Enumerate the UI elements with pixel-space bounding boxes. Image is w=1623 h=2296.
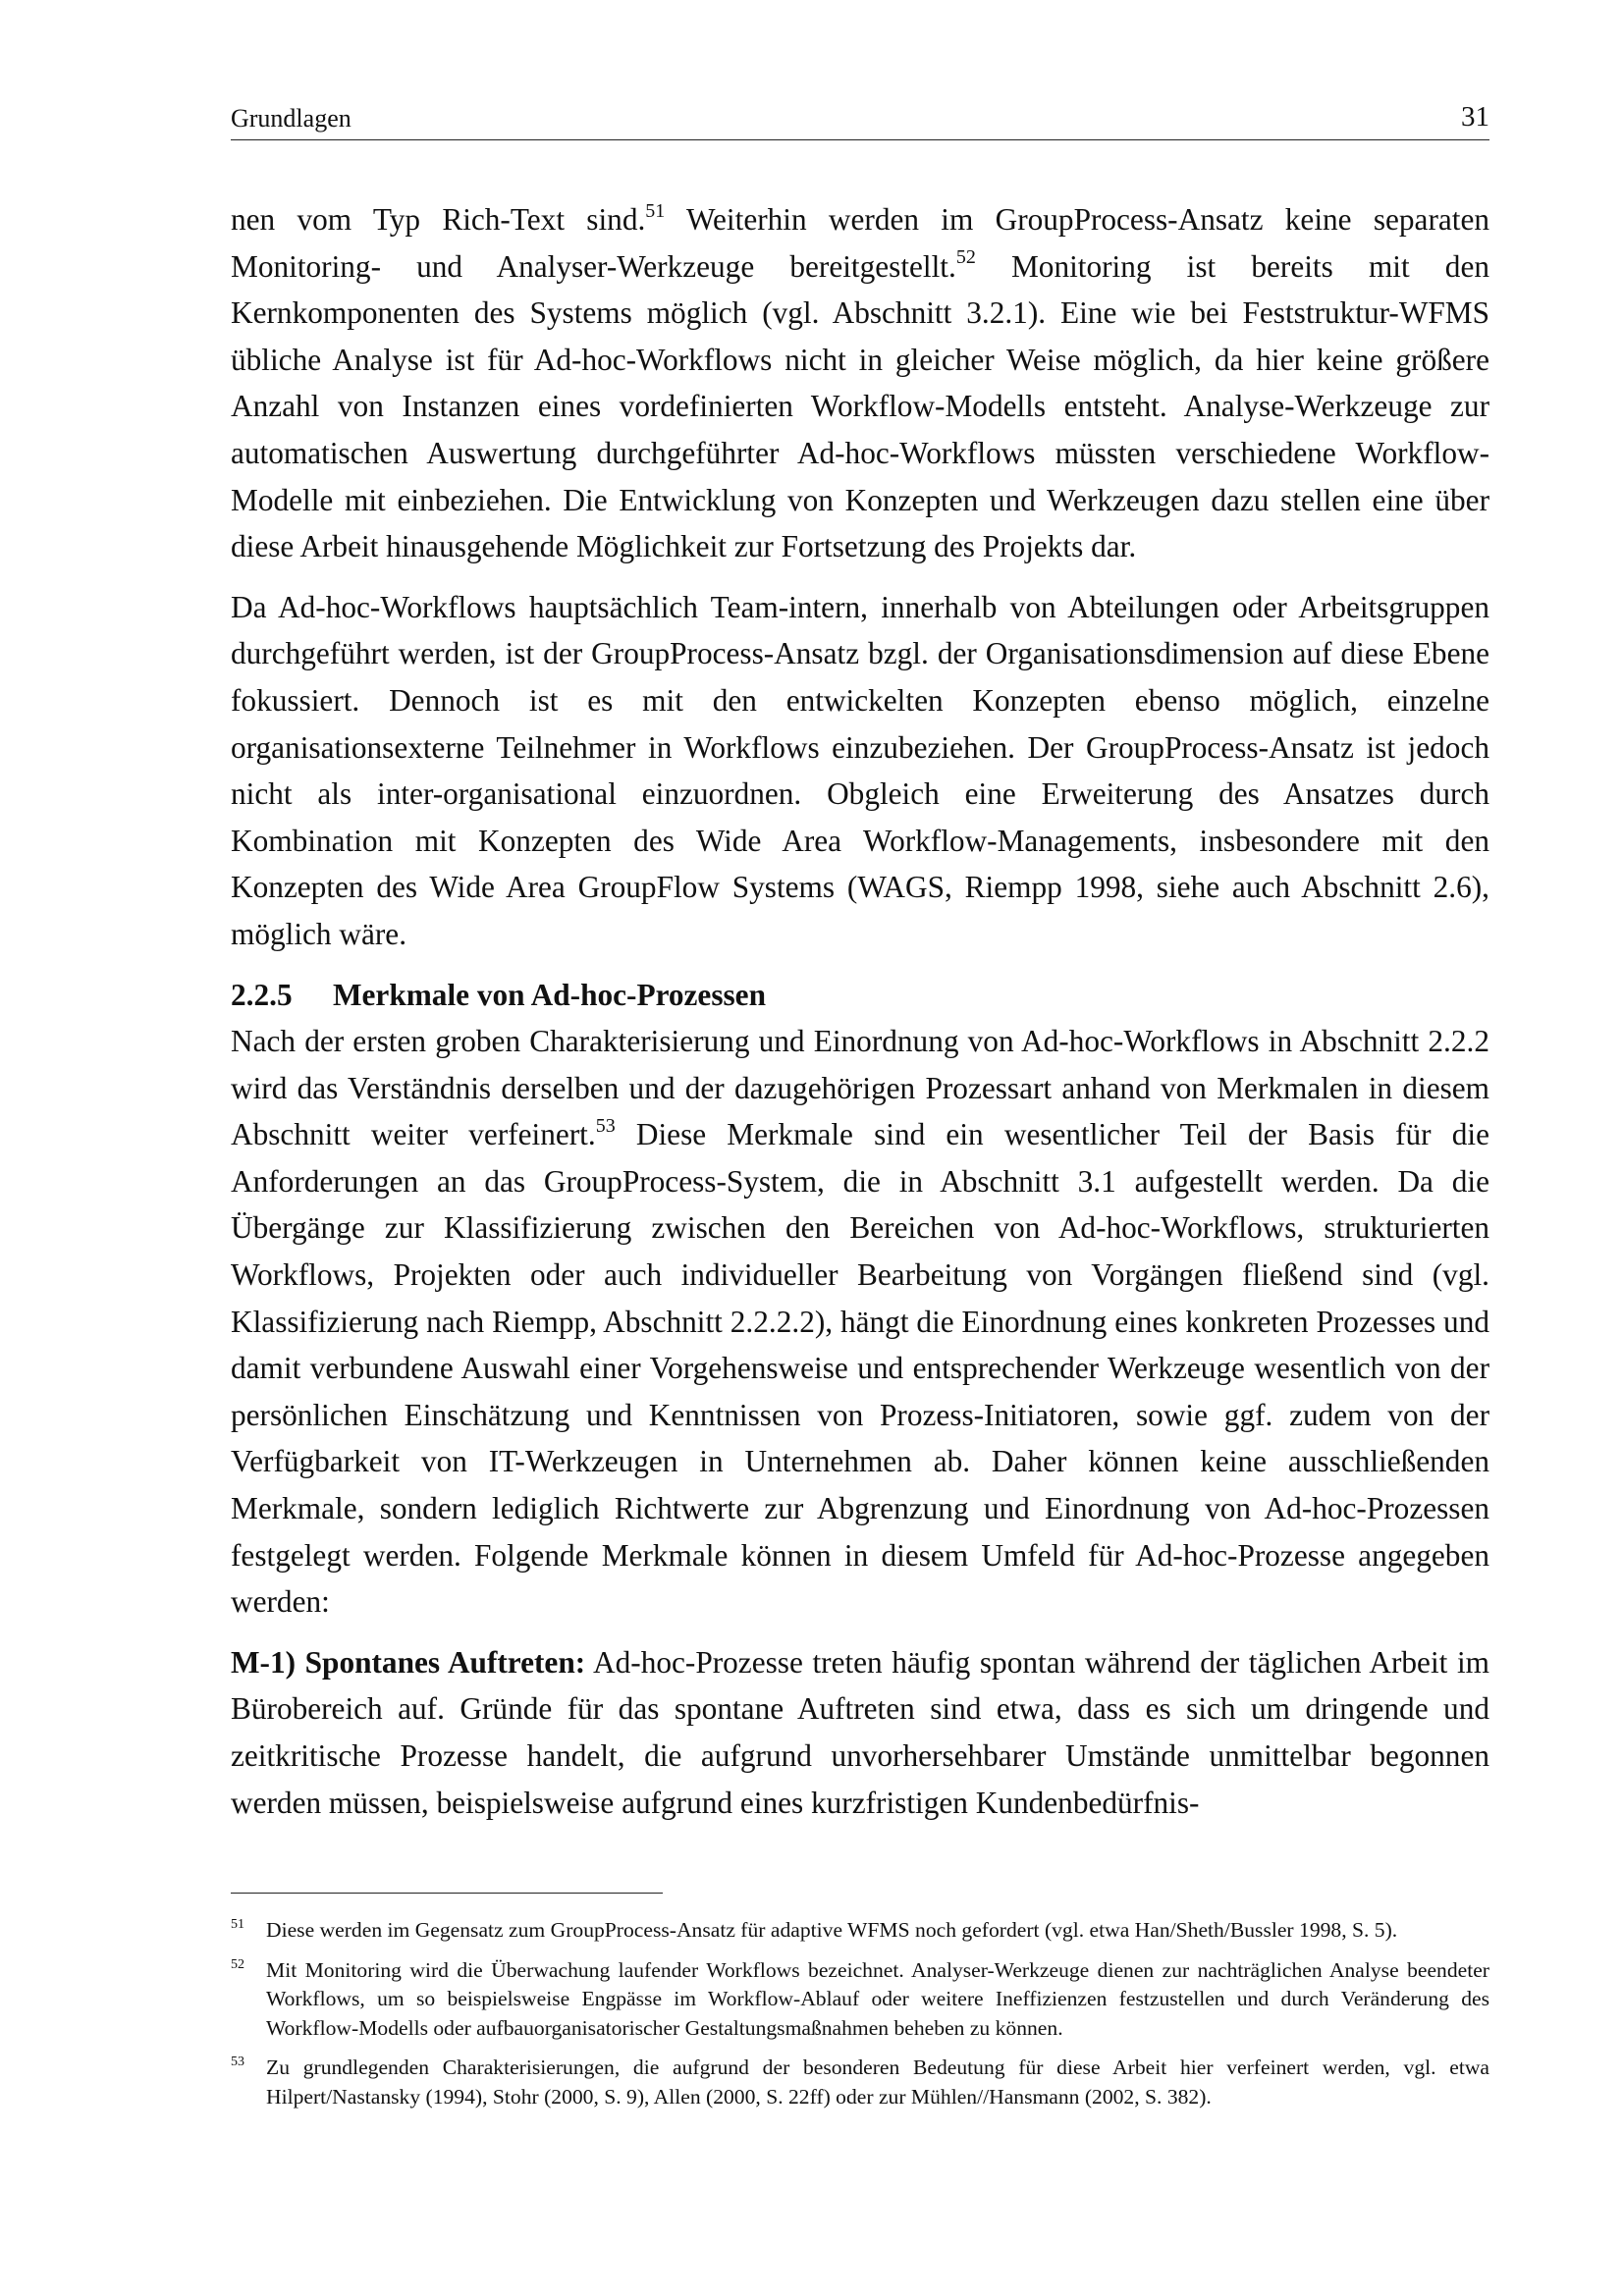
footnote xyxy=(231,2054,1489,2111)
paragraph-3: Nach der ersten groben Charakterisierung und Einordnung von Ad-hoc-Workflows in Abschnitt 2.2.2 wird das Verständnis derselben und der dazugehörigen Prozessart anhand von Merkmalen in diesem Abschnitt weiter verfeinert.$^{53}$ Diese Merkmale sind ein wesentlicher Teil der Basis für die Anforderungen an das GroupProcess-System, die in Abschnitt 3.1 aufgestellt werden. Da die Übergänge zur Klassifizierung zwischen den Bereichen von Ad-hoc-Workflows, strukturierten Workflows, Projekten oder auch individueller Bearbeitung von Vorgängen fließend sind (vgl. Klassifizierung nach Riempp, Abschnitt 2.2.2.2), hängt die Einordnung eines konkreten Prozesses und damit verbundene Auswahl einer Vorgehensweise und entsprechender Werkzeuge wesentlich von der persönlichen Einschätzung und Kenntnissen von Prozess-Initiatoren, sowie ggf. zudem von der Verfügbarkeit von IT-Werkzeugen in Unternehmen ab. Daher können keine ausschließenden Merkmale, sondern lediglich Richtwerte zur Abgrenzung und Einordnung von Ad-hoc-Prozessen festgelegt werden. Folgende Merkmale können in diesem Umfeld für Ad-hoc-Prozesse angegeben werden: xyxy=(231,1024,1490,1620)
page-number: 31 xyxy=(1461,101,1489,133)
paragraph-4: M-1) Spontanes Auftreten: Ad-hoc-Prozesse treten häufig spontan während der täglichen Arbeit im Bürobereich auf. Gründe für das spontane Auftreten sind etwa, dass es sich um dringende und zeitkritische Prozesse handelt, die aufgrund unvorhersehbarer Umstände unmittelbar begonnen werden müssen, beispielsweise aufgrund eines kurzfristigen Kundenbedürfnis- xyxy=(231,1644,1489,1820)
footnote-mark: 52 xyxy=(231,1956,244,1972)
running-header xyxy=(231,96,1489,140)
footnote-text: Diese werden im Gegensatz zum GroupProcess-Ansatz für adaptive WFMS noch gefordert (vgl. etwa Han/Sheth/Bussler 1998, S. 5). xyxy=(266,1918,1398,1942)
footnotes xyxy=(231,1916,1489,2122)
section-number: 2.2.5 xyxy=(231,977,293,1012)
paragraph-1: nen vom Typ Rich-Text sind.$^{51}$ Weiterhin werden im GroupProcess-Ansatz keine separaten Monitoring- und Analyser-Werkzeuge bereitgestellt.$^{52}$ Monitoring ist bereits mit den Kernkomponenten des Systems möglich (vgl. Abschnitt 3.2.1). Eine wie bei Feststruktur-WFMS übliche Analyse ist für Ad-hoc-Workflows nicht in gleicher Weise möglich, da hier keine größere Anzahl von Instanzen eines vordefinierten Workflow-Modells entsteht. Analyse-Werkzeuge zur automatischen Auswertung durchgeführter Ad-hoc-Workflows müssten verschiedene Workflow-Modelle mit einbeziehen. Die Entwicklung von Konzepten und Werkzeugen dazu stellen eine über diese Arbeit hinausgehende Möglichkeit zur Fortsetzung des Projekts dar. xyxy=(231,199,1489,564)
feature-label: M-1) Spontanes Auftreten: xyxy=(231,1644,586,1680)
footnote-text: Mit Monitoring wird die Überwachung laufender Workflows bezeichnet. Analyser-Werkzeuge dienen zur nachträglichen Analyse beendeter Workflows, um so beispielsweise Engpässe im Workflow-Ablauf oder weitere Ineffizienzen festzustellen und durch Veränderung des Workflow-Modells oder aufbauorganisatorischer Gestaltungsmaßnahmen beheben zu können. xyxy=(266,1957,1489,2040)
footnote xyxy=(231,1916,1489,1946)
header-section-title: Grundlagen xyxy=(231,104,352,133)
footnote-mark: 51 xyxy=(231,1917,244,1932)
footnote-mark: 53 xyxy=(231,2055,244,2069)
section-heading xyxy=(231,972,1489,1019)
section-title: Merkmale von Ad-hoc-Prozessen xyxy=(333,977,766,1012)
footnote-ref-53[interactable]: 53 xyxy=(595,1114,616,1137)
paragraph-2: Da Ad-hoc-Workflows hauptsächlich Team-intern, innerhalb von Abteilungen oder Arbeitsgruppen durchgeführt werden, ist der GroupProcess-Ansatz bzgl. der Organisationsdimension auf diese Ebene fokussiert. Dennoch ist es mit den entwickelten Konzepten ebenso möglich, einzelne organisationsexterne Teilnehmer in Workflows einzubeziehen. Der GroupProcess-Ansatz ist jedoch nicht als inter-organisational einzuordnen. Obgleich eine Erweiterung des Ansatzes durch Kombination mit Konzepten des Wide Area Workflow-Managements, insbesondere mit den Konzepten des Wide Area GroupFlow Systems (WAGS, Riempp 1998, siehe auch Abschnitt 2.6), möglich wäre. xyxy=(231,589,1489,951)
body-text xyxy=(231,196,1489,1840)
footnote-ref-52[interactable]: 52 xyxy=(955,246,976,269)
footnote xyxy=(231,1956,1489,2044)
footnote-separator xyxy=(231,1893,663,1894)
footnote-ref-51[interactable]: 51 xyxy=(645,199,666,222)
footnote-text: Zu grundlegenden Charakterisierungen, die aufgrund der besonderen Bedeutung für diese Arbeit hier verfeinert werden, vgl. etwa Hilpert/Nastansky (1994), Stohr (2000, S. 9), Allen (2000, S. 22ff) oder zur Mühlen//Hansmann (2002, S. 382). xyxy=(266,2056,1489,2109)
